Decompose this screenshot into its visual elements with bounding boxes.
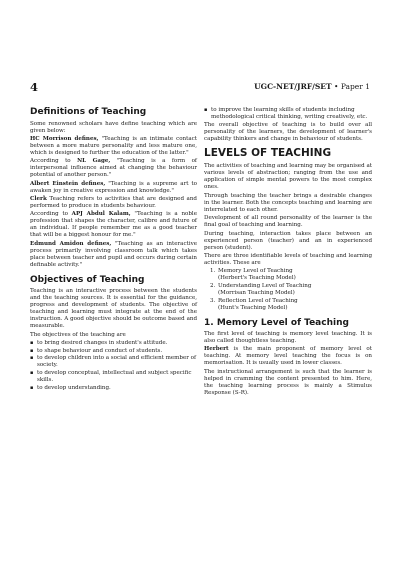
definition-morrison (30, 136, 197, 157)
page-number: 4 (30, 80, 39, 94)
definition-text: "Teaching as an interactive process primarily involving classroom talk which takes place between teacher and pupil and occurs during certain definable activity." (30, 240, 198, 268)
memory-proponent: Herbert (204, 346, 229, 353)
list-item: ▪ to improve the learning skills of students including methodological critical thinking, writing creatively, etc. (204, 107, 372, 121)
definition-author: HC Morrison defines, (30, 135, 99, 142)
list-item: ▪ to develop conceptual, intellectual and subject specific skills. (30, 370, 197, 384)
level-title: Memory Level of Teaching (218, 268, 293, 275)
definition-text: Teaching refers to activities that are designed and performed to produce in students behaviour. (30, 196, 197, 210)
memory-text: is the main proponent of memory level ot teaching. At memory level teaching the focus is on memorisation. It is usually used in lower classes. (204, 346, 372, 367)
left-column (30, 107, 197, 393)
levels-paragraph: The activities of teaching and learning may be organised at various levels of abstraction; ranging from the use and application of simple mental powers to the most complex ones. (204, 163, 372, 191)
definition-author: Clerk (30, 196, 47, 203)
list-item: ▪ to develop children into a social and efficient member of society. (30, 355, 197, 369)
list-item (210, 298, 372, 312)
list-item: ▪ to bring desired changes in student's attitude. (30, 340, 197, 347)
level-title: Understanding Level of Teaching (218, 282, 312, 289)
definition-lead: According to (30, 211, 72, 218)
definition-text: "Teaching is an intimate contact between a more mature personality and less mature one, which is designed to further the education of the latter." (30, 135, 197, 156)
definition-einstein (30, 181, 197, 195)
definition-amidon (30, 241, 197, 269)
definition-author: Albert Einstein defines, (30, 180, 106, 187)
list-item (210, 283, 372, 297)
list-number: 1. (210, 268, 216, 275)
page-header (30, 80, 370, 96)
objectives-list-intro: The objectives of the teaching are (30, 331, 126, 338)
definition-clerk (30, 196, 197, 210)
overall-objective-paragraph: The overall objective of teaching is to build over all personality of the learners, the development of learner's capability thinkers and change in behaviour of students. (204, 122, 372, 143)
levels-list (210, 268, 372, 311)
list-item: ▪ to shape behaviour and conduct of students. (30, 348, 197, 355)
running-head-paper: Paper 1 (340, 82, 370, 91)
list-number: 2. (210, 282, 216, 289)
definition-author: Edmund Amidon defines, (30, 240, 112, 247)
list-number: 3. (210, 297, 216, 304)
objectives-heading: Objectives of Teaching (30, 274, 145, 285)
definition-gage (30, 158, 197, 179)
levels-paragraph: During teaching, interaction takes place between an experienced person (teacher) and an in experienced person (student). (204, 230, 372, 251)
objectives-list-continued (204, 107, 372, 121)
objectives-list (30, 340, 197, 391)
objectives-paragraph: Teaching is an interactive process between the students and the teaching sources. It is essential for the guidance, progress and development of students. The objective of teaching and learning must integrate at the end of the instruction. A good objective should be outcome based and measurable. (30, 288, 197, 330)
right-column (204, 107, 372, 398)
definition-text: "Teaching is a form of interpersonal influence aimed at changing the behaviour potential of another person." (30, 158, 197, 179)
memory-paragraph: The instructional arrangement is such that the learner is helped in cramming the content presented to him. Here, the teaching learning process is mainly a Stimulus Response (S-R). (204, 368, 372, 396)
memory-level-heading: 1. Memory Level of Teaching (204, 317, 349, 328)
definition-text: "Teaching is a noble profession that shapes the character, calibre and future of an individual. If people remember me as a good teacher that will be a biggest honour for me." (30, 211, 197, 239)
level-model: (Herbert's Teaching Model) (218, 275, 296, 282)
level-model: (Morrisan Teaching Model) (218, 289, 295, 296)
levels-heading: LEVELS OF TEACHING (204, 147, 332, 160)
levels-paragraph: Development of all round personality of the learner is the final goal of teaching and learning. (204, 215, 372, 229)
definition-kalam (30, 211, 197, 239)
running-head-separator: • (334, 82, 339, 91)
definition-lead: According to (30, 158, 78, 165)
definitions-intro: Some renowned scholars have define teaching which are given below: (30, 120, 197, 134)
definition-author: APJ Abdul Kalam, (71, 211, 131, 218)
list-item (210, 268, 372, 282)
memory-paragraph: The first level of teaching is memory level teaching. It is also called thoughtless teaching. (204, 331, 372, 345)
list-item: ▪ to develop understanding. (30, 385, 197, 392)
definitions-heading: Definitions of Teaching (30, 107, 147, 117)
running-head (254, 82, 370, 91)
levels-paragraph: There are three identifiable levels of teaching and learning activities. These are (204, 252, 372, 266)
level-title: Reflection Level of Teaching (218, 297, 298, 304)
running-head-exam: UGC-NET/JRF/SET (254, 82, 332, 91)
levels-paragraph: Through teaching the teacher brings a desirable changes in the learner. Both the concepts teaching and learning are interrelated to each other. (204, 192, 372, 213)
memory-paragraph (204, 346, 372, 367)
definition-author: NL Gage, (77, 158, 111, 165)
level-model: (Hunt's Teaching Model) (218, 304, 288, 311)
definition-text: "Teaching is a supreme art to awaken joy in creative expression and knowledge." (30, 180, 197, 194)
